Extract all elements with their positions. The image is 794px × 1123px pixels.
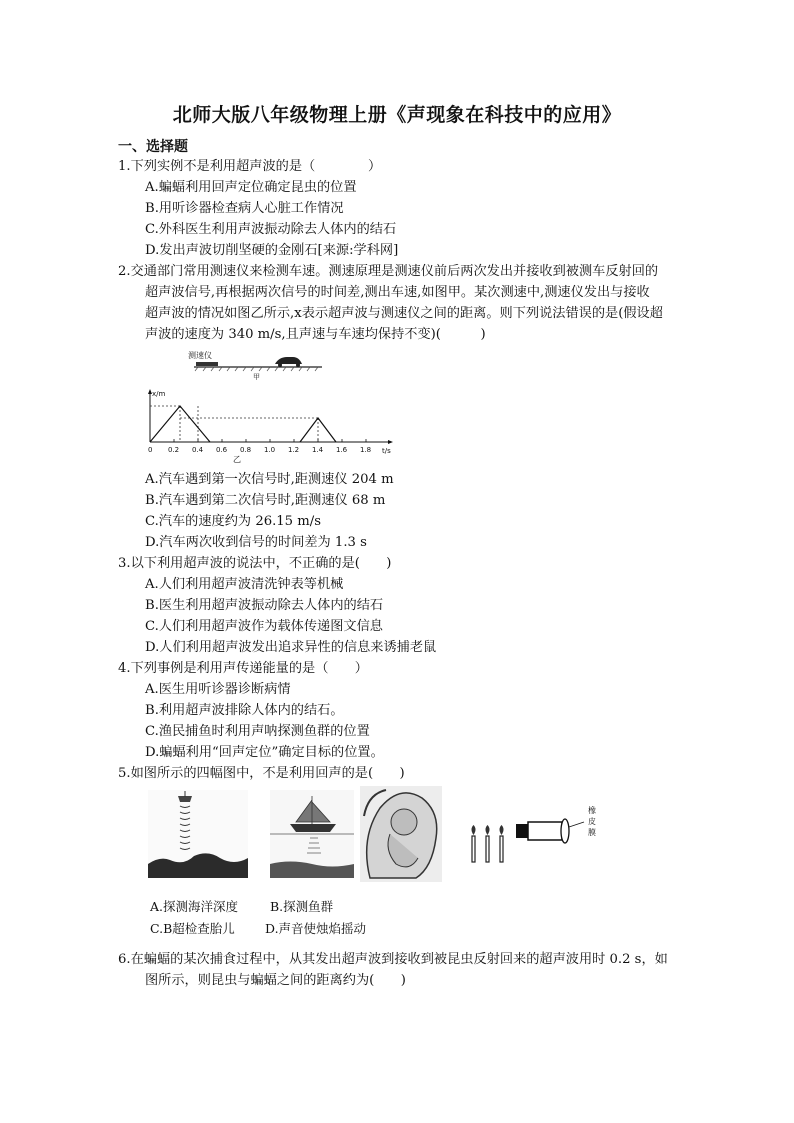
question-3-option-b: B.医生利用超声波振动除去人体内的结石 [145, 598, 384, 613]
question-2-stem-line-3: 超声波的情况如图乙所示,x表示超声波与测速仪之间的距离。则下列说法错误的是(假设超 [145, 306, 663, 321]
x-tick-label: 0.6 [216, 446, 228, 454]
question-4-option-c: C.渔民捕鱼时利用声呐探测鱼群的位置 [145, 724, 370, 739]
figure-caption-jia: 甲 [253, 373, 260, 380]
x-tick-label: 1.6 [336, 446, 348, 454]
question-2-option-d: D.汽车两次收到信号的时间差为 1.3 s [145, 535, 367, 550]
page-title: 北师大版八年级物理上册《声现象在科技中的应用》 [172, 104, 622, 126]
x-tick-label: 1.4 [312, 446, 324, 454]
x-tick-label: 0.8 [240, 446, 252, 454]
question-4-option-a: A.医生用听诊器诊断病情 [145, 682, 291, 697]
question-6-stem: 6.在蝙蝠的某次捕食过程中，从其发出超声波到接收到被昆虫反射回来的超声波用时 0.2 s，如 [118, 952, 668, 967]
question-2-stem-line-4: 声波的速度为 340 m/s,且声速与车速均保持不变)( ) [145, 327, 486, 342]
question-5-option-b: B.探测鱼群 [270, 899, 334, 914]
x-tick-label: 1.8 [360, 446, 372, 454]
fetus-head [391, 809, 417, 835]
candles [472, 825, 504, 862]
rubber-membrane [561, 819, 569, 843]
question-2-stem-line-2: 超声波信号,再根据两次信号的时间差,测出车速,如图甲。某次测速中,测速仪发出与接收 [145, 285, 650, 300]
figure-speedometer-jia [180, 346, 330, 380]
question-5-option-a: A.探测海洋深度 [150, 899, 239, 914]
x-tick-label: 0.2 [168, 446, 180, 454]
x-tick-label: 0 [148, 446, 153, 454]
membrane-label-3: 膜 [588, 828, 596, 837]
section-heading: 一、选择题 [118, 139, 188, 155]
figure-caption-yi: 乙 [233, 455, 241, 464]
question-1-option-c: C.外科医生利用声波振动除去人体内的结石 [145, 222, 397, 237]
x-tick-label: 0.4 [192, 446, 204, 454]
question-5-option-d: D.声音使烛焰摇动 [265, 921, 367, 936]
bottle-neck [516, 824, 528, 838]
question-2-option-a: A.汽车遇到第一次信号时,距测速仪 204 m [145, 472, 394, 487]
question-3-stem: 3.以下利用超声波的说法中，不正确的是( ) [118, 556, 392, 571]
question-3-option-a: A.人们利用超声波清洗钟表等机械 [145, 577, 344, 592]
question-2-option-b: B.汽车遇到第二次信号时,距测速仪 68 m [145, 493, 386, 508]
bottle-body [528, 822, 562, 840]
membrane-label-2: 皮 [588, 817, 596, 826]
x-axis-label: t/s [382, 447, 391, 455]
question-1-option-a: A.蝙蝠利用回声定位确定昆虫的位置 [145, 180, 357, 195]
car-icon [275, 357, 302, 364]
ocean-depth-illustration [148, 790, 248, 878]
question-5-option-c: C.B超检查胎儿 [150, 921, 235, 936]
ultrasound-fetus-illustration [360, 786, 442, 882]
question-3-option-d: D.人们利用超声波发出追求异性的信息来诱捕老鼠 [145, 640, 437, 655]
y-axis-label: x/m [152, 390, 166, 398]
x-tick-label: 1.0 [264, 446, 276, 454]
fish-detection-illustration [270, 790, 354, 878]
speedometer-device [196, 362, 218, 366]
question-5-stem: 5.如图所示的四幅图中，不是利用回声的是( ) [118, 766, 405, 781]
question-6-stem-line-2: 图所示，则昆虫与蝙蝠之间的距离约为( ) [145, 973, 406, 988]
x-tick-label: 1.2 [288, 446, 300, 454]
figure-distance-time-yi [138, 386, 398, 466]
question-1-option-d: D.发出声波切削坚硬的金刚石[来源:学科网] [145, 243, 399, 258]
question-1-stem: 1.下列实例不是利用超声波的是（ ） [118, 159, 382, 174]
candle-flame-illustration [466, 800, 616, 866]
device-label: 测速仪 [188, 351, 212, 360]
question-4-stem: 4.下列事例是利用声传递能量的是（ ） [118, 661, 368, 676]
fishing-boat [290, 824, 336, 832]
question-1-option-b: B.用听诊器检查病人心脏工作情况 [145, 201, 344, 216]
question-3-option-c: C.人们利用超声波作为载体传递图文信息 [145, 619, 383, 634]
question-4-option-b: B.利用超声波排除人体内的结石。 [145, 703, 344, 718]
question-2-stem: 2.交通部门常用测速仪来检测车速。测速原理是测速仪前后两次发出并接收到被测车反射回的 [118, 264, 659, 279]
membrane-label-1: 橡 [588, 806, 596, 815]
question-2-option-c: C.汽车的速度约为 26.15 m/s [145, 514, 321, 529]
question-4-option-d: D.蝙蝠利用“回声定位”确定目标的位置。 [145, 745, 384, 760]
